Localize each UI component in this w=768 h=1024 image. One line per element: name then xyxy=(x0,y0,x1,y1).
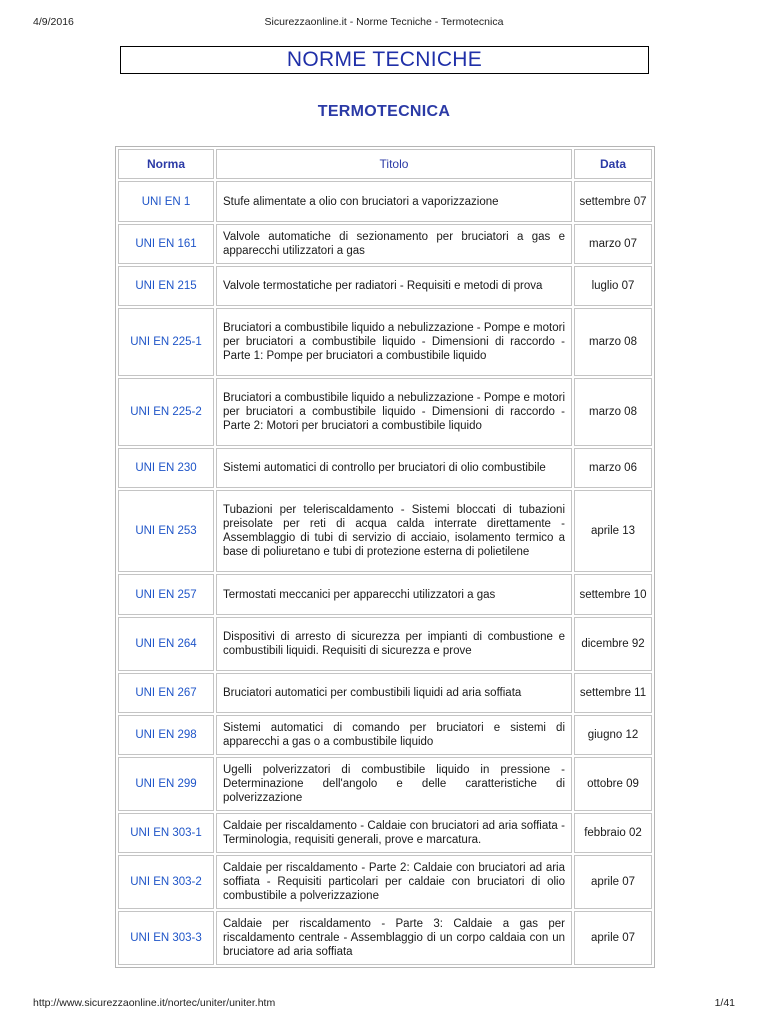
norma-link[interactable]: UNI EN 303-2 xyxy=(118,855,214,909)
norma-title: Ugelli polverizzatori di combustibile liquido in pressione - Determinazione dell'angolo e delle caratteristiche di polverizzazione xyxy=(216,757,572,811)
norma-title: Valvole termostatiche per radiatori - Requisiti e metodi di prova xyxy=(216,266,572,306)
norma-link[interactable]: UNI EN 303-3 xyxy=(118,911,214,965)
norma-link[interactable]: UNI EN 298 xyxy=(118,715,214,755)
table-row xyxy=(118,617,652,671)
norma-title: Sistemi automatici di controllo per bruciatori di olio combustibile xyxy=(216,448,572,488)
table-row xyxy=(118,715,652,755)
table-header-row xyxy=(118,149,652,179)
norma-link[interactable]: UNI EN 257 xyxy=(118,574,214,615)
norma-title: Caldaie per riscaldamento - Caldaie con bruciatori ad aria soffiata - Terminologia, requisiti generali, prove e marcatura. xyxy=(216,813,572,853)
document-title: Sicurezzaonline.it - Norme Tecniche - Termotecnica xyxy=(264,16,504,28)
norma-title: Termostati meccanici per apparecchi utilizzatori a gas xyxy=(216,574,572,615)
table-row xyxy=(118,448,652,488)
norma-date: aprile 13 xyxy=(574,490,652,572)
norma-title: Caldaie per riscaldamento - Parte 3: Caldaie a gas per riscaldamento centrale - Assemblaggio di un corpo caldaia con un bruciatore ad aria soffiata xyxy=(216,911,572,965)
norma-date: settembre 10 xyxy=(574,574,652,615)
norma-link[interactable]: UNI EN 161 xyxy=(118,224,214,264)
table-row xyxy=(118,378,652,446)
norma-date: marzo 07 xyxy=(574,224,652,264)
norma-date: giugno 12 xyxy=(574,715,652,755)
section-title: TERMOTECNICA xyxy=(317,103,451,120)
column-header-titolo: Titolo xyxy=(216,149,572,179)
norme-table xyxy=(115,146,655,968)
norma-link[interactable]: UNI EN 230 xyxy=(118,448,214,488)
norma-title: Dispositivi di arresto di sicurezza per impianti di combustione e combustibili liquidi. Requisiti di sicurezza e prove xyxy=(216,617,572,671)
page-banner: NORME TECNICHE xyxy=(120,46,649,74)
norma-date: marzo 06 xyxy=(574,448,652,488)
print-date: 4/9/2016 xyxy=(33,16,74,28)
norma-title: Bruciatori a combustibile liquido a nebulizzazione - Pompe e motori per bruciatori a combustibile liquido - Dimensioni di raccordo - Parte 1: Pompe per bruciatori a combustibile liquido xyxy=(216,308,572,376)
table-row xyxy=(118,266,652,306)
table-row xyxy=(118,181,652,222)
norma-date: aprile 07 xyxy=(574,911,652,965)
norma-link[interactable]: UNI EN 215 xyxy=(118,266,214,306)
table-row xyxy=(118,757,652,811)
norma-title: Tubazioni per teleriscaldamento - Sistemi bloccati di tubazioni preisolate per reti di acqua calda interrate direttamente - Assemblaggio di tubi di servizio di acciaio, isolamento termico a base di poliuretano e tubi di protezione esterna di polietilene xyxy=(216,490,572,572)
norma-date: ottobre 09 xyxy=(574,757,652,811)
norma-title: Stufe alimentate a olio con bruciatori a vaporizzazione xyxy=(216,181,572,222)
norma-link[interactable]: UNI EN 264 xyxy=(118,617,214,671)
page-url[interactable]: http://www.sicurezzaonline.it/nortec/uniter/uniter.htm xyxy=(33,997,276,1009)
norma-date: febbraio 02 xyxy=(574,813,652,853)
norma-title: Sistemi automatici di comando per bruciatori e sistemi di apparecchi a gas o a combustibile liquido xyxy=(216,715,572,755)
norma-link[interactable]: UNI EN 303-1 xyxy=(118,813,214,853)
norma-link[interactable]: UNI EN 225-1 xyxy=(118,308,214,376)
norma-link[interactable]: UNI EN 299 xyxy=(118,757,214,811)
norma-link[interactable]: UNI EN 253 xyxy=(118,490,214,572)
norma-link[interactable]: UNI EN 225-2 xyxy=(118,378,214,446)
table-row xyxy=(118,813,652,853)
norma-title: Valvole automatiche di sezionamento per bruciatori a gas e apparecchi utilizzatori a gas xyxy=(216,224,572,264)
column-header-norma: Norma xyxy=(118,149,214,179)
print-header xyxy=(33,16,735,30)
norma-title: Bruciatori a combustibile liquido a nebulizzazione - Pompe e motori per bruciatori a combustibile liquido - Dimensioni di raccordo - Parte 2: Motori per bruciatori a combustibile liquido xyxy=(216,378,572,446)
norma-date: settembre 07 xyxy=(574,181,652,222)
norme-table-container xyxy=(115,146,655,968)
table-row xyxy=(118,224,652,264)
table-row xyxy=(118,673,652,713)
norma-link[interactable]: UNI EN 1 xyxy=(118,181,214,222)
table-row xyxy=(118,490,652,572)
table-row xyxy=(118,911,652,965)
table-row xyxy=(118,855,652,909)
norma-date: dicembre 92 xyxy=(574,617,652,671)
norma-date: aprile 07 xyxy=(574,855,652,909)
page-number: 1/41 xyxy=(714,997,735,1009)
column-header-data: Data xyxy=(574,149,652,179)
norma-date: settembre 11 xyxy=(574,673,652,713)
norma-link[interactable]: UNI EN 267 xyxy=(118,673,214,713)
table-row xyxy=(118,308,652,376)
norma-title: Caldaie per riscaldamento - Parte 2: Caldaie con bruciatori ad aria soffiata - Requisiti particolari per caldaie con bruciatori di olio combustibile a polverizzazione xyxy=(216,855,572,909)
norma-title: Bruciatori automatici per combustibili liquidi ad aria soffiata xyxy=(216,673,572,713)
norma-date: marzo 08 xyxy=(574,308,652,376)
norma-date: luglio 07 xyxy=(574,266,652,306)
table-row xyxy=(118,574,652,615)
norma-date: marzo 08 xyxy=(574,378,652,446)
